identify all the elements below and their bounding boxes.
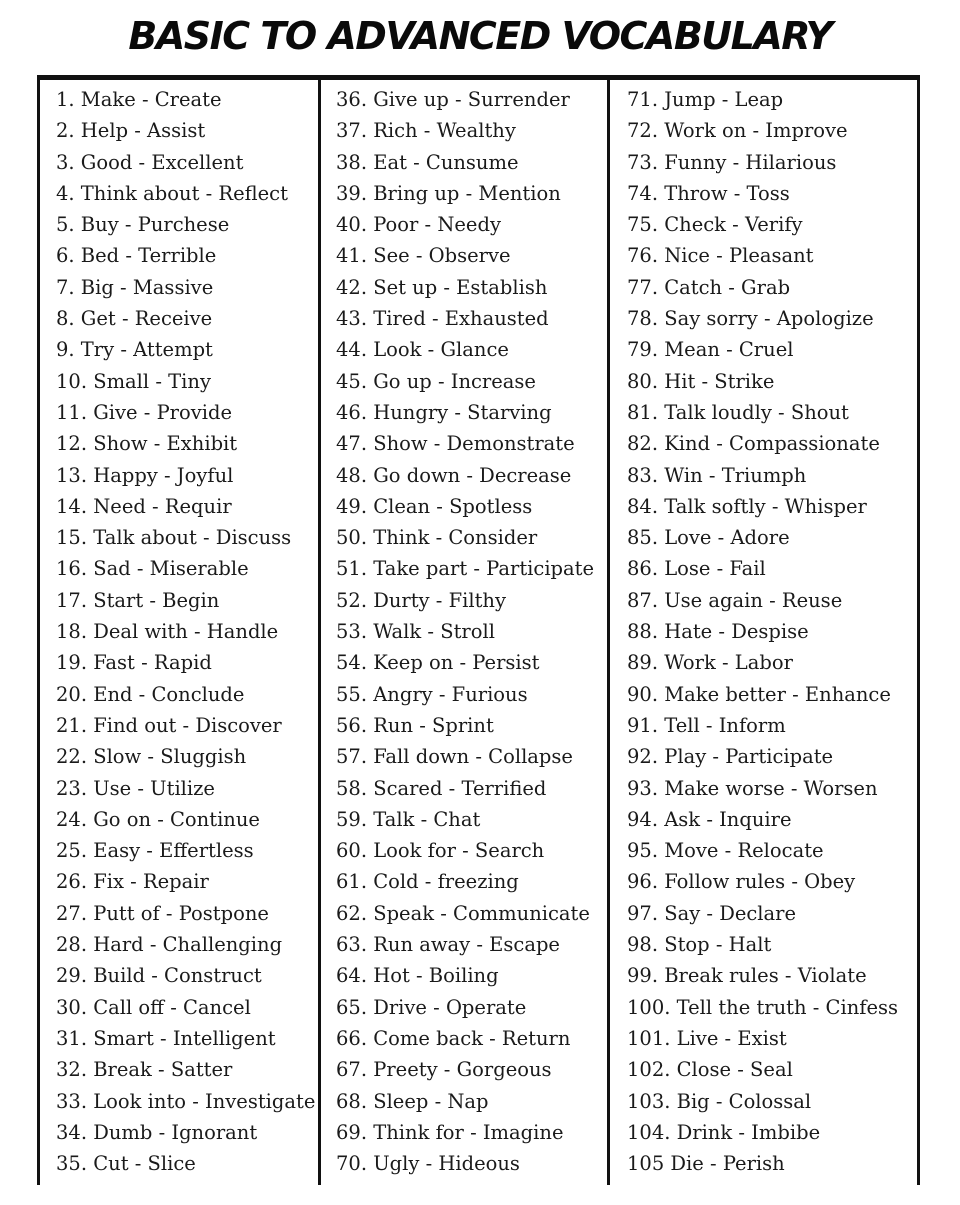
- vocabulary-item: 72. Work on - Improve: [627, 119, 848, 143]
- column-divider-2: [607, 75, 610, 1185]
- vocabulary-item: 4. Think about - Reflect: [56, 181, 288, 205]
- vocabulary-item: 24. Go on - Continue: [56, 807, 260, 831]
- vocabulary-item: 8. Get - Receive: [56, 307, 213, 331]
- vocabulary-item: 27. Putt of - Postpone: [56, 901, 269, 925]
- vocabulary-item: 105 Die - Perish: [627, 1152, 785, 1176]
- vocabulary-item: 82. Kind - Compassionate: [627, 432, 880, 456]
- vocabulary-item: 75. Check - Verify: [627, 213, 803, 237]
- vocabulary-item: 7. Big - Massive: [56, 275, 214, 299]
- vocabulary-column-2: [336, 84, 594, 1179]
- vocabulary-item: 44. Look - Glance: [336, 338, 509, 362]
- vocabulary-item: 16. Sad - Miserable: [56, 557, 249, 581]
- vocabulary-item: 33. Look into - Investigate: [56, 1089, 316, 1113]
- vocabulary-item: 93. Make worse - Worsen: [627, 776, 878, 800]
- vocabulary-item: 92. Play - Participate: [627, 745, 834, 769]
- vocabulary-item: 104. Drink - Imbibe: [627, 1120, 821, 1144]
- vocabulary-item: 47. Show - Demonstrate: [336, 432, 575, 456]
- vocabulary-item: 20. End - Conclude: [56, 682, 245, 706]
- vocabulary-item: 78. Say sorry - Apologize: [627, 307, 874, 331]
- vocabulary-item: 1. Make - Create: [56, 88, 222, 111]
- vocabulary-item: 9. Try - Attempt: [56, 338, 213, 362]
- vocabulary-item: 49. Clean - Spotless: [336, 494, 533, 518]
- vocabulary-item: 97. Say - Declare: [627, 901, 797, 925]
- vocabulary-item: 13. Happy - Joyful: [56, 463, 234, 487]
- vocabulary-item: 66. Come back - Return: [336, 1026, 571, 1050]
- vocabulary-item: 41. See - Observe: [336, 244, 511, 268]
- vocabulary-item: 21. Find out - Discover: [56, 713, 282, 737]
- vocabulary-item: 71. Jump - Leap: [627, 88, 784, 111]
- vocabulary-item: 53. Walk - Stroll: [336, 620, 495, 644]
- vocabulary-item: 52. Durty - Filthy: [336, 588, 506, 612]
- vocabulary-item: 17. Start - Begin: [56, 588, 220, 612]
- vocabulary-item: 65. Drive - Operate: [336, 995, 527, 1019]
- vocabulary-item: 62. Speak - Communicate: [336, 901, 590, 925]
- vocabulary-column-1: [56, 84, 315, 1179]
- vocabulary-item: 77. Catch - Grab: [627, 275, 791, 299]
- vocabulary-item: 80. Hit - Strike: [627, 369, 775, 393]
- vocabulary-item: 90. Make better - Enhance: [627, 682, 891, 706]
- vocabulary-item: 68. Sleep - Nap: [336, 1089, 489, 1113]
- vocabulary-item: 48. Go down - Decrease: [336, 463, 572, 487]
- vocabulary-item: 86. Lose - Fail: [627, 557, 766, 581]
- vocabulary-item: 103. Big - Colossal: [627, 1089, 812, 1113]
- vocabulary-item: 34. Dumb - Ignorant: [56, 1120, 258, 1144]
- vocabulary-item: 26. Fix - Repair: [56, 870, 209, 894]
- vocabulary-item: 19. Fast - Rapid: [56, 651, 212, 675]
- vocabulary-item: 101. Live - Exist: [627, 1026, 787, 1050]
- vocabulary-item: 37. Rich - Wealthy: [336, 119, 516, 143]
- vocabulary-item: 42. Set up - Establish: [336, 275, 548, 299]
- vocabulary-item: 57. Fall down - Collapse: [336, 745, 573, 769]
- vocabulary-item: 12. Show - Exhibit: [56, 432, 238, 456]
- vocabulary-item: 35. Cut - Slice: [56, 1152, 196, 1176]
- vocabulary-item: 28. Hard - Challenging: [56, 933, 283, 957]
- vocabulary-column-3: [627, 84, 898, 1179]
- vocabulary-item: 64. Hot - Boiling: [336, 964, 499, 988]
- vocabulary-item: 69. Think for - Imagine: [336, 1120, 564, 1144]
- vocabulary-item: 83. Win - Triumph: [627, 463, 807, 487]
- vocabulary-item: 18. Deal with - Handle: [56, 620, 279, 644]
- vocabulary-item: 46. Hungry - Starving: [336, 400, 552, 424]
- vocabulary-item: 81. Talk loudly - Shout: [627, 400, 849, 424]
- vocabulary-item: 100. Tell the truth - Cinfess: [627, 995, 899, 1019]
- vocabulary-item: 25. Easy - Effertless: [56, 839, 254, 863]
- vocabulary-item: 38. Eat - Cunsume: [336, 150, 519, 174]
- vocabulary-item: 31. Smart - Intelligent: [56, 1026, 276, 1050]
- vocabulary-item: 58. Scared - Terrified: [336, 776, 547, 800]
- vocabulary-item: 67. Preety - Gorgeous: [336, 1058, 552, 1082]
- vocabulary-item: 2. Help - Assist: [56, 119, 206, 143]
- vocabulary-item: 40. Poor - Needy: [336, 213, 501, 237]
- vocabulary-item: 84. Talk softly - Whisper: [627, 494, 867, 518]
- column-divider-left-edge: [37, 75, 40, 1185]
- page-title: BASIC TO ADVANCED VOCABULARY: [128, 14, 832, 58]
- vocabulary-item: 10. Small - Tiny: [56, 369, 211, 393]
- vocabulary-item: 99. Break rules - Violate: [627, 964, 867, 988]
- vocabulary-item: 60. Look for - Search: [336, 839, 545, 863]
- vocabulary-item: 91. Tell - Inform: [627, 713, 786, 737]
- vocabulary-item: 36. Give up - Surrender: [336, 88, 570, 111]
- vocabulary-item: 32. Break - Satter: [56, 1058, 233, 1082]
- vocabulary-item: 55. Angry - Furious: [336, 682, 528, 706]
- vocabulary-item: 56. Run - Sprint: [336, 713, 494, 737]
- vocabulary-item: 61. Cold - freezing: [336, 870, 519, 894]
- vocabulary-item: 51. Take part - Participate: [336, 557, 595, 581]
- vocabulary-item: 50. Think - Consider: [336, 526, 538, 550]
- vocabulary-item: 54. Keep on - Persist: [336, 651, 540, 675]
- vocabulary-item: 11. Give - Provide: [56, 400, 233, 424]
- vocabulary-item: 79. Mean - Cruel: [627, 338, 794, 362]
- vocabulary-item: 88. Hate - Despise: [627, 620, 809, 644]
- vocabulary-item: 29. Build - Construct: [56, 964, 262, 988]
- vocabulary-item: 98. Stop - Halt: [627, 933, 772, 957]
- vocabulary-item: 3. Good - Excellent: [56, 150, 244, 174]
- vocabulary-item: 76. Nice - Pleasant: [627, 244, 814, 268]
- column-divider-1: [318, 75, 321, 1185]
- vocabulary-item: 39. Bring up - Mention: [336, 181, 561, 205]
- vocabulary-item: 96. Follow rules - Obey: [627, 870, 856, 894]
- vocabulary-item: 73. Funny - Hilarious: [627, 150, 837, 174]
- vocabulary-item: 89. Work - Labor: [627, 651, 793, 675]
- vocabulary-item: 43. Tired - Exhausted: [336, 307, 549, 331]
- vocabulary-item: 70. Ugly - Hideous: [336, 1152, 520, 1176]
- vocabulary-item: 74. Throw - Toss: [627, 181, 790, 205]
- vocabulary-item: 85. Love - Adore: [627, 526, 790, 550]
- vocabulary-item: 102. Close - Seal: [627, 1058, 793, 1082]
- vocabulary-item: 6. Bed - Terrible: [56, 244, 217, 268]
- vocabulary-item: 95. Move - Relocate: [627, 839, 824, 863]
- vocabulary-item: 30. Call off - Cancel: [56, 995, 251, 1019]
- vocabulary-item: 5. Buy - Purchese: [56, 213, 230, 237]
- vocabulary-item: 87. Use again - Reuse: [627, 588, 843, 612]
- vocabulary-item: 14. Need - Requir: [56, 494, 232, 518]
- vocabulary-item: 59. Talk - Chat: [336, 807, 481, 831]
- vocabulary-item: 94. Ask - Inquire: [627, 807, 792, 831]
- vocabulary-item: 22. Slow - Sluggish: [56, 745, 247, 769]
- vocabulary-item: 63. Run away - Escape: [336, 933, 560, 957]
- vocabulary-item: 45. Go up - Increase: [336, 369, 536, 393]
- column-divider-right-edge: [917, 75, 920, 1185]
- vocabulary-item: 15. Talk about - Discuss: [56, 526, 292, 550]
- vocabulary-item: 23. Use - Utilize: [56, 776, 215, 800]
